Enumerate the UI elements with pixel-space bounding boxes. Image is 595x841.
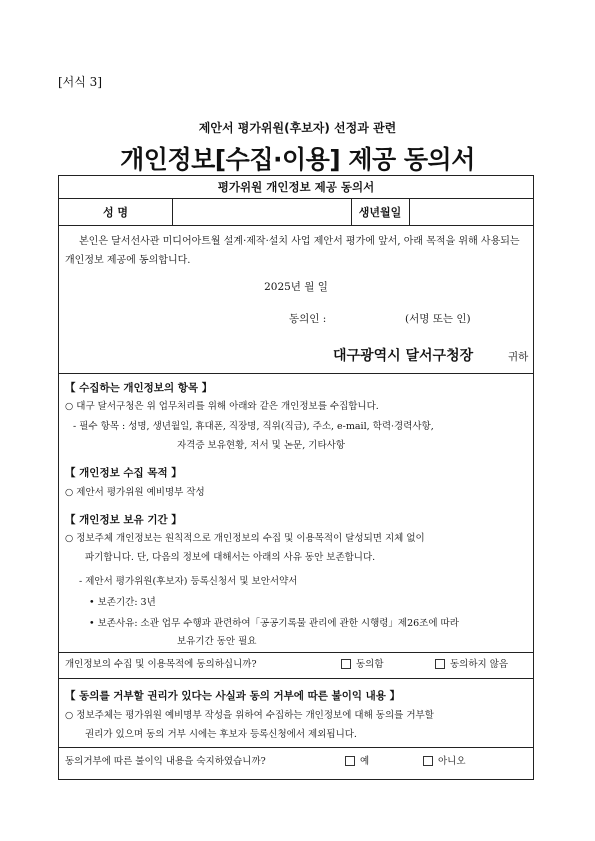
question2-yes-option[interactable] xyxy=(345,754,369,770)
collect-items-line2: - 필수 항목 : 성명, 생년월일, 휴대폰, 직장명, 직위(직급), 주소, e-mail, 학력·경력사항, xyxy=(73,421,434,432)
yes-label: 예 xyxy=(360,756,370,767)
refusal-heading: 【 동의를 거부할 권리가 있다는 사실과 동의 거부에 따른 불이익 내용 】 xyxy=(65,690,401,702)
question2-no-option[interactable] xyxy=(423,754,466,770)
retention-line3: - 제안서 평가위원(후보자) 등록신청서 및 보안서약서 xyxy=(79,576,298,587)
retention-line2: 파기합니다. 단, 다음의 정보에 대해서는 아래의 사유 동안 보존합니다. xyxy=(85,552,376,563)
birth-field[interactable] xyxy=(412,200,530,222)
sign-hint: (서명 또는 인) xyxy=(405,313,471,325)
refusal-line2: 권리가 있으며 동의 거부 시에는 후보자 등록신청에서 제외됩니다. xyxy=(85,729,357,740)
form-subtitle: 제안서 평가위원(후보자) 선정과 관련 xyxy=(198,121,397,135)
box-title: 평가위원 개인정보 제공 동의서 xyxy=(217,180,375,194)
question1-disagree-option[interactable] xyxy=(435,657,508,673)
retention-line5: • 보존사유: 소관 업무 수행과 관련하여「공공기록물 관리에 관한 시행령」제26조에 따라 xyxy=(89,618,459,629)
question2-text: 동의거부에 따른 불이익 내용을 숙지하였습니까? xyxy=(65,756,266,767)
purpose-line1: ○ 제안서 평가위원 예비명부 작성 xyxy=(65,487,205,498)
disagree-label: 동의하지 않음 xyxy=(450,659,509,670)
question1-text: 개인정보의 수집 및 이용목적에 동의하십니까? xyxy=(65,659,257,670)
retention-line1: ○ 정보주체 개인정보는 원칙적으로 개인정보의 수집 및 이용목적이 달성되면 지체 없이 xyxy=(65,533,425,544)
disagree-checkbox[interactable] xyxy=(435,659,445,669)
retention-heading: 【 개인정보 보유 기간 】 xyxy=(65,514,182,526)
date-line: 2025년 월 일 xyxy=(264,281,328,293)
form-number: [서식 3] xyxy=(58,75,102,89)
agree-checkbox[interactable] xyxy=(341,659,351,669)
retention-line6: 보유기간 동안 필요 xyxy=(177,636,257,647)
yes-checkbox[interactable] xyxy=(345,756,355,766)
collect-items-heading: 【 수집하는 개인정보의 항목 】 xyxy=(65,382,213,394)
birth-label: 생년월일 xyxy=(358,206,402,219)
agree-label: 동의함 xyxy=(356,659,384,670)
recipient-name: 대구광역시 달서구청장 xyxy=(333,348,474,364)
collect-items-line3: 자격증 보유현황, 저서 및 논문, 기타사항 xyxy=(177,440,345,451)
collect-items-line1: ○ 대구 달서구청은 위 업무처리를 위해 아래와 같은 개인정보를 수집합니다. xyxy=(65,401,379,412)
name-field[interactable] xyxy=(175,200,349,222)
question1-agree-option[interactable] xyxy=(341,657,384,673)
recipient-suffix: 귀하 xyxy=(508,351,529,363)
no-checkbox[interactable] xyxy=(423,756,433,766)
name-label: 성 명 xyxy=(102,206,129,219)
consent-intro: 본인은 달서선사관 미디어아트월 설계·제작·설치 사업 제안서 평가에 앞서, 아래 목적을 위해 사용되는 개인정보 제공에 동의합니다. xyxy=(65,236,520,266)
signer-label: 동의인 : xyxy=(289,313,327,325)
no-label: 아니오 xyxy=(438,756,466,767)
retention-line4: • 보존기간: 3년 xyxy=(89,597,156,608)
form-title: 개인정보[수집·이용] 제공 동의서 xyxy=(120,145,475,174)
refusal-line1: ○ 정보주체는 평가위원 예비명부 작성을 위하여 수집하는 개인정보에 대해 동의를 거부할 xyxy=(65,710,434,721)
purpose-heading: 【 개인정보 수집 목적 】 xyxy=(65,467,182,479)
consent-form-box xyxy=(58,175,534,780)
